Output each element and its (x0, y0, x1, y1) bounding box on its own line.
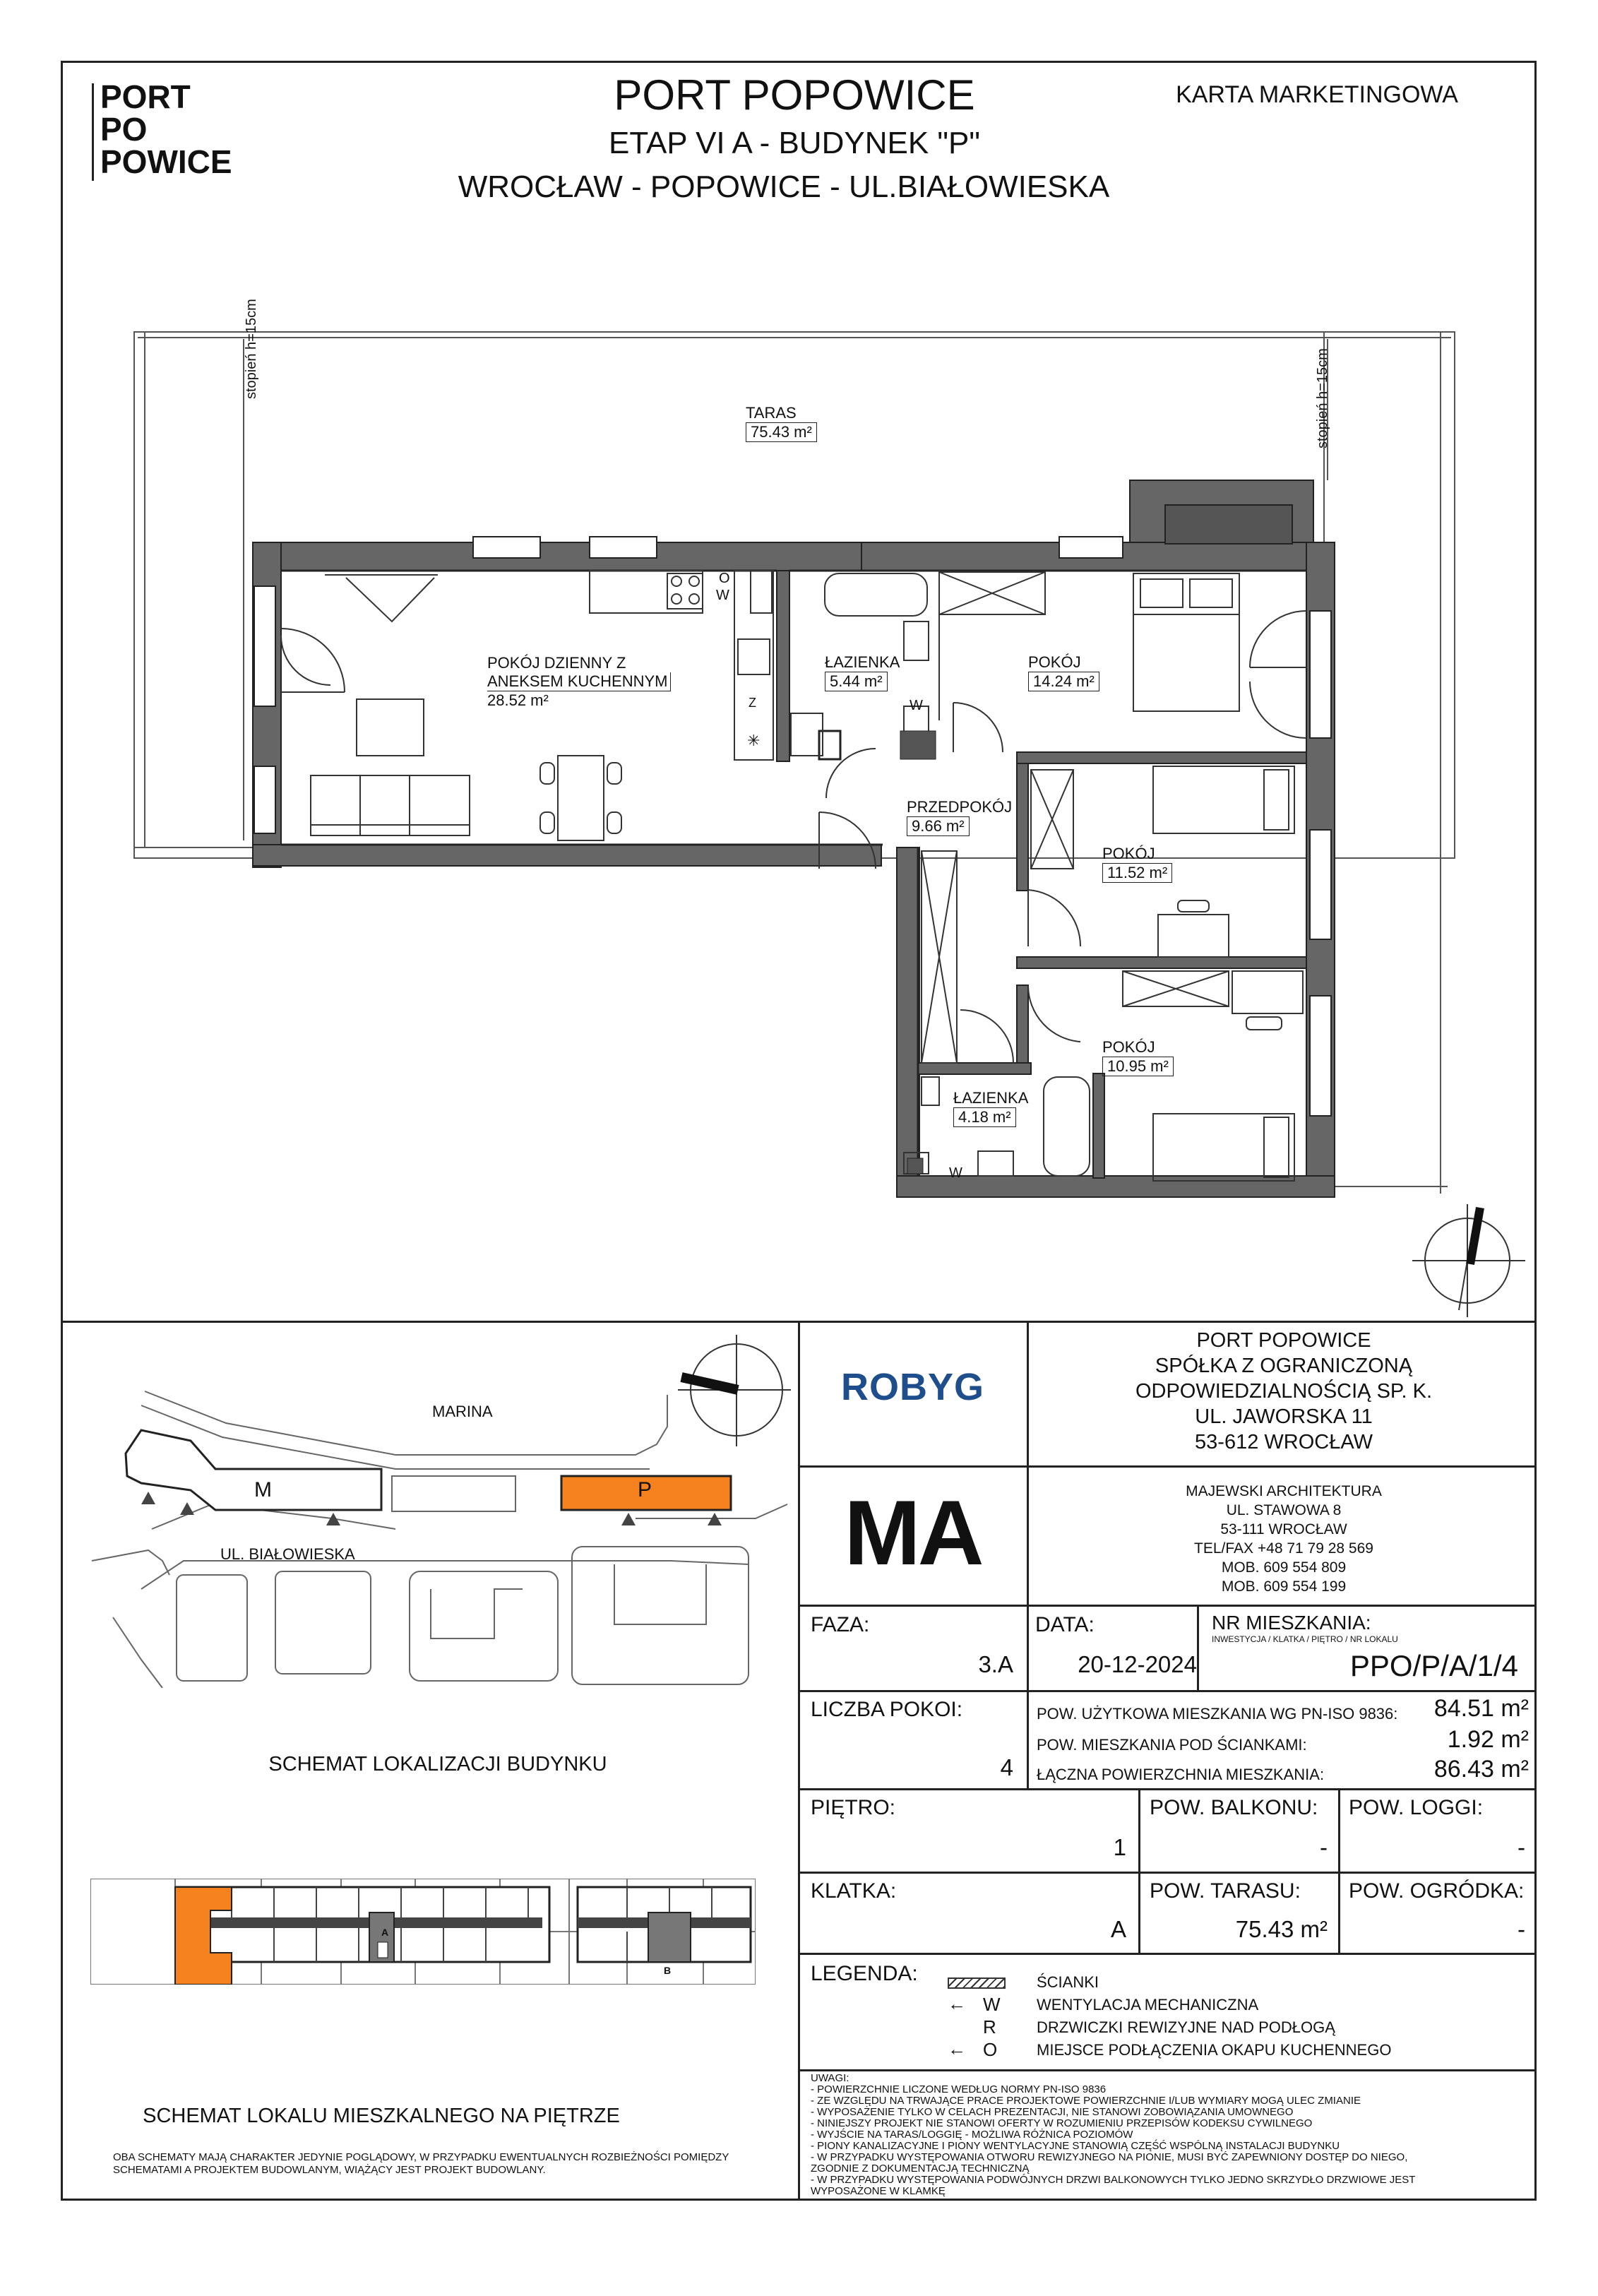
legend-item-walls: ŚCIANKI (1037, 1973, 1099, 1991)
vent-symbol-bath-2: W (949, 1165, 962, 1181)
divider-liczba (1027, 1690, 1029, 1788)
logo-line-2: PO (100, 111, 148, 148)
room-label-room-2: POKÓJ 11.52 m² (1102, 845, 1172, 883)
pow-laczna-value: 86.43 m² (1433, 1756, 1529, 1783)
balkon-value: - (1320, 1834, 1328, 1860)
card-type: KARTA MARKETINGOWA (1176, 81, 1458, 108)
note-line-6: - PIONY KANALIZACYJNE I PIONY WENTYLACYJNE STANOWIĄ CZĘŚĆ WSPÓLNĄ INSTALACJI BUDYNKU (811, 2140, 1340, 2152)
liczba-value: 4 (1000, 1754, 1013, 1780)
divider-balkon (1338, 1788, 1340, 1953)
building-p-label: P (638, 1478, 652, 1501)
room-label-room-3: POKÓJ 10.95 m² (1102, 1038, 1174, 1076)
divider-pietro (1138, 1788, 1140, 1953)
schema-note-line-1: OBA SCHEMATY MAJĄ CHARAKTER JEDYNIE POGLĄDOWY, W PRZYPADKU EWENTUALNYCH ROZBIEŻNOŚCI POMIĘDZY (113, 2151, 729, 2163)
floor-schema-caption: SCHEMAT LOKALU MIESZKALNEGO NA PIĘTRZE (143, 2105, 620, 2127)
divider-row-2 (798, 1690, 1537, 1692)
legend-title: LEGENDA: (811, 1962, 918, 1985)
legend-wall-swatch (948, 1977, 1006, 1989)
architect-line-2: UL. STAWOWA 8 (1226, 1502, 1342, 1518)
klatka-label: KLATKA: (811, 1879, 897, 1903)
architect-line-4: TEL/FAX +48 71 79 28 569 (1194, 1540, 1373, 1557)
building-m-label: M (254, 1478, 272, 1501)
legend-item-revision: DRZWICZKI REWIZYJNE NAD PODŁOGĄ (1037, 2018, 1335, 2036)
divider-row-6 (798, 2069, 1537, 2071)
vent-symbol-bath-1: W (910, 698, 923, 713)
developer-info (1031, 1328, 1537, 1455)
architect-line-3: 53-111 WROCŁAW (1220, 1521, 1347, 1537)
pietro-value: 1 (1113, 1834, 1126, 1860)
klatka-value: A (1110, 1916, 1126, 1942)
divider-ma-info (798, 1605, 1537, 1607)
architect-line-5: MOB. 609 554 809 (1221, 1559, 1347, 1576)
liczba-label: LICZBA POKOI: (811, 1698, 963, 1721)
marina-label: MARINA (432, 1403, 493, 1420)
pow-scianki-value: 1.92 m² (1447, 1726, 1529, 1753)
note-line-2: - ZE WZGLĘDU NA TRWAJĄCE PRACE PROJEKTOWE POWIERZCHNIE I/LUB WYMIARY MOGĄ ULEC ZMIANIE (811, 2095, 1361, 2107)
data-value: 20-12-2024 (1078, 1651, 1197, 1677)
faza-label: FAZA: (811, 1613, 870, 1636)
schema-note-line-2: SCHEMATAMI A PROJEKTEM BUDOWLANYM, WIĄŻĄCY JEST PROJEKT BUDOWLANY. (113, 2164, 546, 2176)
room-label-bathroom-2: ŁAZIENKA 4.18 m² (953, 1089, 1029, 1126)
taras-label: POW. TARASU: (1150, 1879, 1301, 1903)
divider-row-3 (798, 1788, 1537, 1790)
stair-note-left: stopień h=15cm (244, 299, 259, 399)
freezer-symbol: ✳ (747, 732, 761, 749)
note-line-3: - WYPOSAŻENIE TYLKO W CELACH PREZENTACJI, NIE STANOWI ZOBOWIĄZANIA UMOWNEGO (811, 2106, 1294, 2118)
divider-logos (1027, 1321, 1029, 1605)
ogrodek-value: - (1517, 1916, 1525, 1942)
room-label-bathroom-1: ŁAZIENKA 5.44 m² (825, 653, 900, 690)
legend-symbol-r: R (983, 2016, 996, 2038)
logo-line-1: PORT (100, 78, 191, 115)
developer-line-5: 53-612 WROCŁAW (1195, 1431, 1373, 1453)
ogrodek-label: POW. OGRÓDKA: (1349, 1879, 1525, 1903)
note-line-8: ZGODNIE Z DOKUMENTACJĄ TECHNICZNĄ (811, 2163, 1030, 2175)
floor-schema-drawing (90, 1879, 756, 1985)
room-label-taras: TARAS 75.43 m² (746, 404, 817, 442)
legend-arrow-w: ← (948, 1993, 966, 2014)
notes-block (811, 2073, 1415, 2197)
loggia-label: POW. LOGGI: (1349, 1796, 1484, 1819)
note-line-5: - WYJŚCIE NA TARAS/LOGGIĘ - MOŻLIWA RÓŻNICA POZIOMÓW (811, 2129, 1133, 2141)
nr-value: PPO/P/A/1/4 (1349, 1649, 1518, 1682)
architect-line-1: MAJEWSKI ARCHITEKTURA (1186, 1483, 1382, 1499)
logo-line-3: POWICE (100, 143, 232, 180)
divider-robyg-ma (798, 1465, 1537, 1468)
divider-faza-data (1027, 1605, 1029, 1690)
legend-item-hood: MIEJSCE PODŁĄCZENIA OKAPU KUCHENNEGO (1037, 2041, 1392, 2059)
stair-b-label: B (664, 1965, 672, 1976)
nr-sublabel: INWESTYCJA / KLATKA / PIĘTRO / NR LOKALU (1212, 1634, 1398, 1644)
ma-logo: MA (844, 1481, 982, 1584)
developer-line-2: SPÓŁKA Z OGRANICZONĄ (1155, 1355, 1413, 1377)
developer-line-3: ODPOWIEDZIALNOŚCIĄ SP. K. (1135, 1380, 1433, 1403)
balkon-label: POW. BALKONU: (1150, 1796, 1318, 1819)
note-line-10: WYPOSAŻONE W KLAMKĘ (811, 2185, 946, 2197)
legend-symbol-o: O (983, 2039, 998, 2060)
robyg-logo: ROBYG (840, 1366, 985, 1408)
street-label: UL. BIAŁOWIESKA (220, 1545, 355, 1563)
notes-title: UWAGI: (811, 2072, 849, 2084)
hood-symbol: O (719, 571, 730, 586)
legend-arrow-o: ← (948, 2038, 966, 2059)
legend-item-ventilation: WENTYLACJA MECHANICZNA (1037, 1996, 1259, 2014)
pow-scianki-label: POW. MIESZKANIA POD ŚCIANKAMI: (1037, 1736, 1307, 1754)
pietro-label: PIĘTRO: (811, 1796, 896, 1819)
stair-note-right: stopień h=15cm (1315, 348, 1330, 448)
pow-laczna-label: ŁĄCZNA POWIERZCHNIA MIESZKANIA: (1037, 1766, 1325, 1783)
loggia-value: - (1517, 1834, 1525, 1860)
pow-uzytkowa-value: 84.51 m² (1433, 1695, 1529, 1722)
faza-value: 3.A (978, 1651, 1013, 1677)
taras-value: 75.43 m² (1235, 1916, 1328, 1942)
note-line-1: - POWIERZCHNIE LICZONE WEDŁUG NORMY PN-ISO 9836 (811, 2083, 1107, 2095)
architect-info (1031, 1482, 1537, 1596)
nr-label: NR MIESZKANIA: (1212, 1612, 1371, 1634)
note-line-4: - NINIEJSZY PROJEKT NIE STANOWI OFERTY W ROZUMIENIU PRZEPISÓW KODEKSU CYWILNEGO (811, 2117, 1313, 2129)
legend-symbol-w: W (983, 1994, 1001, 2015)
room-label-living: POKÓJ DZIENNY Z ANEKSEM KUCHENNYM 28.52 m² (487, 654, 671, 710)
data-label: DATA: (1035, 1613, 1095, 1636)
note-line-7: - W PRZYPADKU WYSTĘPOWANIA OTWORU REWIZYJNEGO NA PIONIE, MUSI BYĆ ZAPEWNIONY DOSTĘP DO NIEGO, (811, 2151, 1408, 2163)
pow-uzytkowa-label: POW. UŻYTKOWA MIESZKANIA WG PN-ISO 9836: (1037, 1705, 1398, 1723)
developer-line-4: UL. JAWORSKA 11 (1195, 1405, 1373, 1428)
site-location-map (78, 1335, 791, 1688)
architect-line-6: MOB. 609 554 199 (1221, 1578, 1347, 1595)
site-caption: SCHEMAT LOKALIZACJI BUDYNKU (268, 1753, 607, 1775)
note-line-9: - W PRZYPADKU WYSTĘPOWANIA PODWÓJNYCH DRZWI BALKONOWYCH TYLKO JEDNO SKRZYDŁO DRZWIOWE JEST (811, 2174, 1416, 2186)
divider-data-nr (1197, 1605, 1199, 1690)
divider-row-5 (798, 1953, 1537, 1955)
page-subtitle: ETAP VI A - BUDYNEK "P" (608, 126, 980, 160)
vent-symbol: W (716, 588, 729, 603)
page-address: WROCŁAW - POPOWICE - UL.BIAŁOWIESKA (458, 169, 1110, 204)
page-title: PORT POPOWICE (614, 71, 975, 119)
developer-line-1: PORT POPOWICE (1196, 1329, 1371, 1352)
room-label-hall: PRZEDPOKÓJ 9.66 m² (907, 798, 1013, 835)
room-label-room-1: POKÓJ 14.24 m² (1028, 653, 1099, 691)
fridge-symbol: Z (749, 696, 756, 710)
divider-row-4 (798, 1872, 1537, 1874)
stair-a-label: A (381, 1927, 389, 1938)
